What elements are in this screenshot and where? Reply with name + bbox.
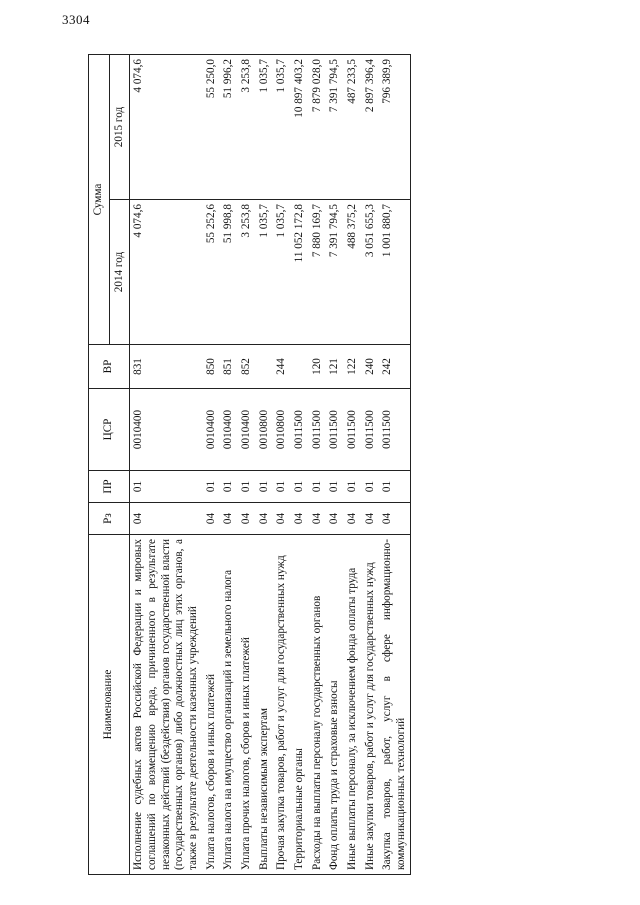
row-amount-2015: 1 035,7 (256, 55, 274, 200)
table-row (273, 55, 291, 875)
row-amount-2015: 51 996,2 (220, 55, 238, 200)
row-rz: 04 (362, 503, 380, 535)
row-vr: 121 (326, 345, 344, 389)
row-csr: 0010400 (130, 389, 203, 471)
row-vr (291, 345, 309, 389)
row-amount-2014: 7 391 794,5 (326, 200, 344, 345)
row-csr: 0011500 (326, 389, 344, 471)
table-row (344, 55, 362, 875)
row-vr: 122 (344, 345, 362, 389)
header-csr: ЦСР (89, 389, 130, 471)
row-rz: 04 (256, 503, 274, 535)
row-rz: 04 (326, 503, 344, 535)
header-year-2015: 2015 год (109, 55, 130, 200)
row-amount-2014: 1 035,7 (273, 200, 291, 345)
row-amount-2015: 7 879 028,0 (309, 55, 327, 200)
row-pr: 01 (379, 471, 411, 503)
row-pr: 01 (309, 471, 327, 503)
row-name: Территориальные органы (291, 535, 309, 875)
row-pr: 01 (344, 471, 362, 503)
row-amount-2014: 51 998,8 (220, 200, 238, 345)
row-vr: 831 (130, 345, 203, 389)
table-row (256, 55, 274, 875)
header-row-1 (89, 55, 110, 875)
row-pr: 01 (362, 471, 380, 503)
row-csr: 0010800 (256, 389, 274, 471)
row-pr: 01 (291, 471, 309, 503)
header-vr: ВР (89, 345, 130, 389)
header-name: Наименование (89, 535, 130, 875)
table-row (362, 55, 380, 875)
row-amount-2015: 487 233,5 (344, 55, 362, 200)
row-csr: 0010800 (273, 389, 291, 471)
row-amount-2014: 3 051 655,3 (362, 200, 380, 345)
row-pr: 01 (273, 471, 291, 503)
row-csr: 0011500 (362, 389, 380, 471)
row-rz: 04 (291, 503, 309, 535)
table-row (326, 55, 344, 875)
row-vr: 851 (220, 345, 238, 389)
row-name: Уплата прочих налогов, сборов и иных платежей (238, 535, 256, 875)
row-name: Выплаты независимым экспертам (256, 535, 274, 875)
row-rz: 04 (130, 503, 203, 535)
page-number: 3304 (62, 12, 90, 27)
row-csr: 0011500 (291, 389, 309, 471)
row-pr: 01 (326, 471, 344, 503)
row-amount-2014: 1 035,7 (256, 200, 274, 345)
row-vr: 242 (379, 345, 411, 389)
row-amount-2014: 55 252,6 (203, 200, 221, 345)
row-vr: 240 (362, 345, 380, 389)
row-name: Уплата налога на имущество организаций и земельного налога (220, 535, 238, 875)
row-vr: 852 (238, 345, 256, 389)
row-vr (256, 345, 274, 389)
row-rz: 04 (220, 503, 238, 535)
row-amount-2015: 3 253,8 (238, 55, 256, 200)
table-row (309, 55, 327, 875)
row-amount-2014: 7 880 169,7 (309, 200, 327, 345)
row-name: Расходы на выплаты персоналу государственных органов (309, 535, 327, 875)
row-name: Иные закупки товаров, работ и услуг для государственных нужд (362, 535, 380, 875)
row-rz: 04 (203, 503, 221, 535)
row-rz: 04 (238, 503, 256, 535)
row-pr: 01 (203, 471, 221, 503)
table-row (130, 55, 203, 875)
row-name: Фонд оплаты труда и страховые взносы (326, 535, 344, 875)
table-row (291, 55, 309, 875)
budget-table (88, 54, 411, 875)
header-sum: Сумма (89, 55, 110, 345)
table-row (238, 55, 256, 875)
row-csr: 0010400 (238, 389, 256, 471)
row-amount-2015: 7 391 794,5 (326, 55, 344, 200)
rotated-page-content (88, 55, 628, 875)
table-row (203, 55, 221, 875)
row-amount-2014: 11 052 172,8 (291, 200, 309, 345)
table-row (379, 55, 411, 875)
row-rz: 04 (273, 503, 291, 535)
row-rz: 04 (344, 503, 362, 535)
row-vr: 244 (273, 345, 291, 389)
row-amount-2014: 488 375,2 (344, 200, 362, 345)
row-vr: 120 (309, 345, 327, 389)
row-name: Иные выплаты персоналу, за исключением фонда оплаты труда (344, 535, 362, 875)
row-amount-2015: 2 897 396,4 (362, 55, 380, 200)
row-amount-2015: 796 389,9 (379, 55, 411, 200)
header-pr: ПР (89, 471, 130, 503)
row-csr: 0011500 (309, 389, 327, 471)
row-name: Уплата налогов, сборов и иных платежей (203, 535, 221, 875)
header-rz: Рз (89, 503, 130, 535)
row-amount-2014: 4 074,6 (130, 200, 203, 345)
row-pr: 01 (256, 471, 274, 503)
row-name: Исполнение судебных актов Российской Федерации и мировых соглашений по возмещению вреда, причиненного в результате незаконных действий (бездействия) органов государственной власти (государственных органов) либо должностных лиц этих органов, а также в результате деятельности казенных учреждений (130, 535, 203, 875)
row-amount-2015: 1 035,7 (273, 55, 291, 200)
row-csr: 0010400 (220, 389, 238, 471)
row-amount-2014: 3 253,8 (238, 200, 256, 345)
row-amount-2014: 1 001 880,7 (379, 200, 411, 345)
table-row (220, 55, 238, 875)
row-amount-2015: 55 250,0 (203, 55, 221, 200)
row-rz: 04 (379, 503, 411, 535)
row-pr: 01 (238, 471, 256, 503)
row-rz: 04 (309, 503, 327, 535)
row-amount-2015: 10 897 403,2 (291, 55, 309, 200)
row-csr: 0010400 (203, 389, 221, 471)
row-amount-2015: 4 074,6 (130, 55, 203, 200)
row-pr: 01 (220, 471, 238, 503)
row-pr: 01 (130, 471, 203, 503)
row-vr: 850 (203, 345, 221, 389)
row-csr: 0011500 (379, 389, 411, 471)
row-name: Закупка товаров, работ, услуг в сфере информационно-коммуникационных технологий (379, 535, 411, 875)
row-csr: 0011500 (344, 389, 362, 471)
row-name: Прочая закупка товаров, работ и услуг для государственных нужд (273, 535, 291, 875)
header-year-2014: 2014 год (109, 200, 130, 345)
